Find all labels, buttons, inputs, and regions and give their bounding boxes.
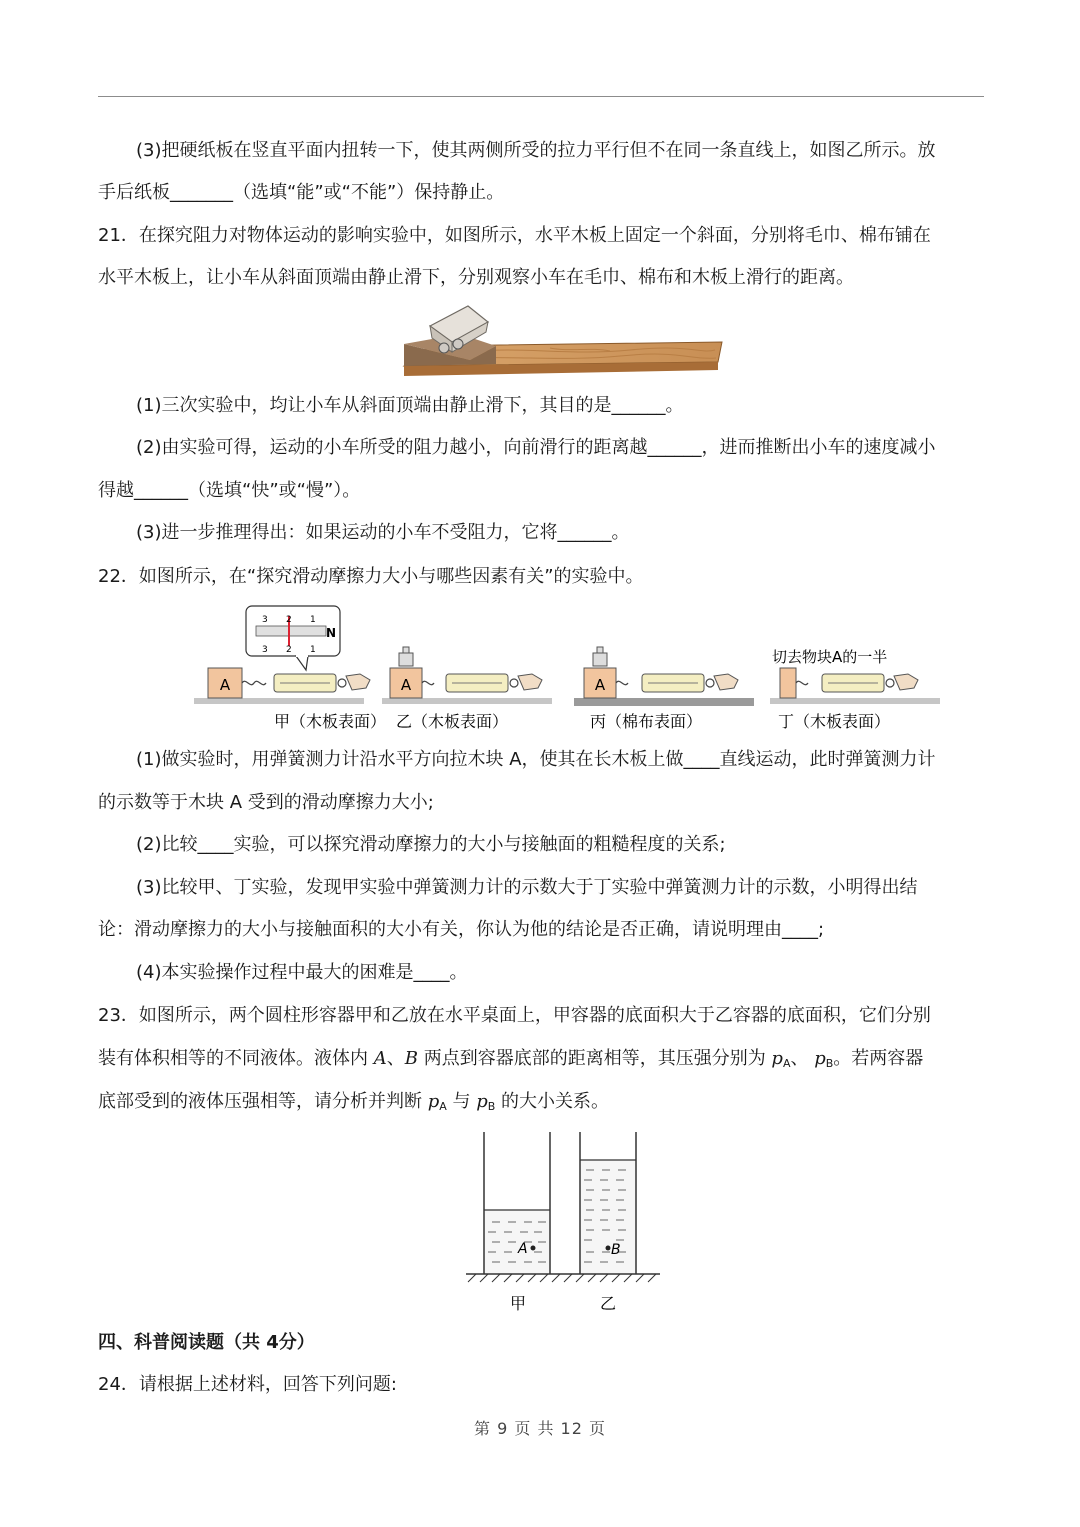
scale-number: 1 — [310, 645, 316, 655]
setup-ding — [770, 648, 940, 731]
q22-part2: (2)比较____实验，可以探究滑动摩擦力的大小与接触面的粗糙程度的关系; — [136, 834, 726, 855]
cut-note: 切去物块A的一半 — [772, 648, 888, 666]
q21-part2-line2: 得越______（选填“快”或“慢”）。 — [98, 480, 361, 501]
q20-part3-line2: 手后纸板_______（选填“能”或“不能”）保持静止。 — [98, 182, 505, 203]
caption-jia: 甲（木板表面） — [274, 712, 387, 731]
incline-cart-figure — [400, 300, 730, 382]
setup-bing — [574, 647, 754, 731]
section4-heading: 四、科普阅读题（共 4分） — [98, 1332, 315, 1353]
caption-jia: 甲 — [510, 1294, 527, 1313]
scale-number: 2 — [286, 615, 292, 625]
scale-number: 2 — [286, 645, 292, 655]
point-B-dot — [606, 1246, 611, 1251]
scale-unit: N — [326, 626, 337, 640]
scale-number: 3 — [262, 615, 268, 625]
q22-part1-line1: (1)做实验时，用弹簧测力计沿水平方向拉木块 A，使其在长木板上做____直线运动，此时弹簧测力计 — [136, 749, 936, 770]
setup-yi — [382, 647, 552, 731]
caption-bing: 丙（棉布表面） — [590, 712, 703, 731]
q23-line2: 装有体积相等的不同液体。液体内 A、B 两点到容器底部的距离相等，其压强分别为 $p_A$、 $p_B$。若两容器 — [98, 1048, 924, 1070]
q23-line1: 23．如图所示，两个圆柱形容器甲和乙放在水平桌面上，甲容器的底面积大于乙容器的底面积，它们分别 — [98, 1005, 931, 1026]
spring-scale-callout — [246, 606, 340, 670]
q22-part4: (4)本实验操作过程中最大的困难是____。 — [136, 962, 468, 983]
q21-stem-line1: 21．在探究阻力对物体运动的影响实验中，如图所示，水平木板上固定一个斜面，分别将毛巾、棉布铺在 — [98, 225, 931, 246]
q22-stem: 22．如图所示，在“探究滑动摩擦力大小与哪些因素有关”的实验中。 — [98, 566, 644, 587]
block-label: A — [594, 676, 606, 694]
page-footer: 第 9 页 共 12 页 — [474, 1419, 606, 1438]
point-A-dot — [531, 1246, 536, 1251]
q21-stem-line2: 水平木板上，让小车从斜面顶端由静止滑下，分别观察小车在毛巾、棉布和木板上滑行的距离。 — [98, 267, 854, 288]
q22-part1-line2: 的示数等于木块 A 受到的滑动摩擦力大小; — [98, 792, 434, 813]
q21-part1: (1)三次实验中，均让小车从斜面顶端由静止滑下，其目的是______。 — [136, 395, 684, 416]
header-rule — [98, 96, 984, 97]
caption-yi: 乙 — [600, 1294, 617, 1313]
q22-part3-line2: 论：滑动摩擦力的大小与接触面积的大小有关，你认为他的结论是否正确，请说明理由____; — [98, 919, 825, 940]
block-label: A — [400, 676, 412, 694]
q22-part3-line1: (3)比较甲、丁实验，发现甲实验中弹簧测力计的示数大于丁实验中弹簧测力计的示数，小明得出结 — [136, 877, 918, 898]
q21-part3: (3)进一步推理得出：如果运动的小车不受阻力，它将______。 — [136, 522, 630, 543]
q23-line3: 底部受到的液体压强相等，请分析并判断 $p_A$ 与 $p_B$ 的大小关系。 — [98, 1091, 610, 1113]
friction-experiment-figure — [190, 602, 940, 738]
scale-number: 1 — [310, 615, 316, 625]
q20-part3-line1: (3)把硬纸板在竖直平面内扭转一下，使其两侧所受的拉力平行但不在同一条直线上，如图乙所示。放 — [136, 140, 936, 161]
scale-number: 3 — [262, 645, 268, 655]
caption-yi: 乙（木板表面） — [396, 712, 509, 731]
containers-figure — [462, 1128, 666, 1318]
point-B-label: B — [611, 1242, 621, 1258]
block-label: A — [219, 676, 231, 694]
q21-part2-line1: (2)由实验可得，运动的小车所受的阻力越小，向前滑行的距离越______，进而推断出小车的速度减小 — [136, 437, 936, 458]
setup-jia — [194, 668, 386, 731]
caption-ding: 丁（木板表面） — [778, 712, 891, 731]
point-A-label: A — [518, 1241, 528, 1257]
q24-stem: 24．请根据上述材料，回答下列问题: — [98, 1374, 397, 1395]
